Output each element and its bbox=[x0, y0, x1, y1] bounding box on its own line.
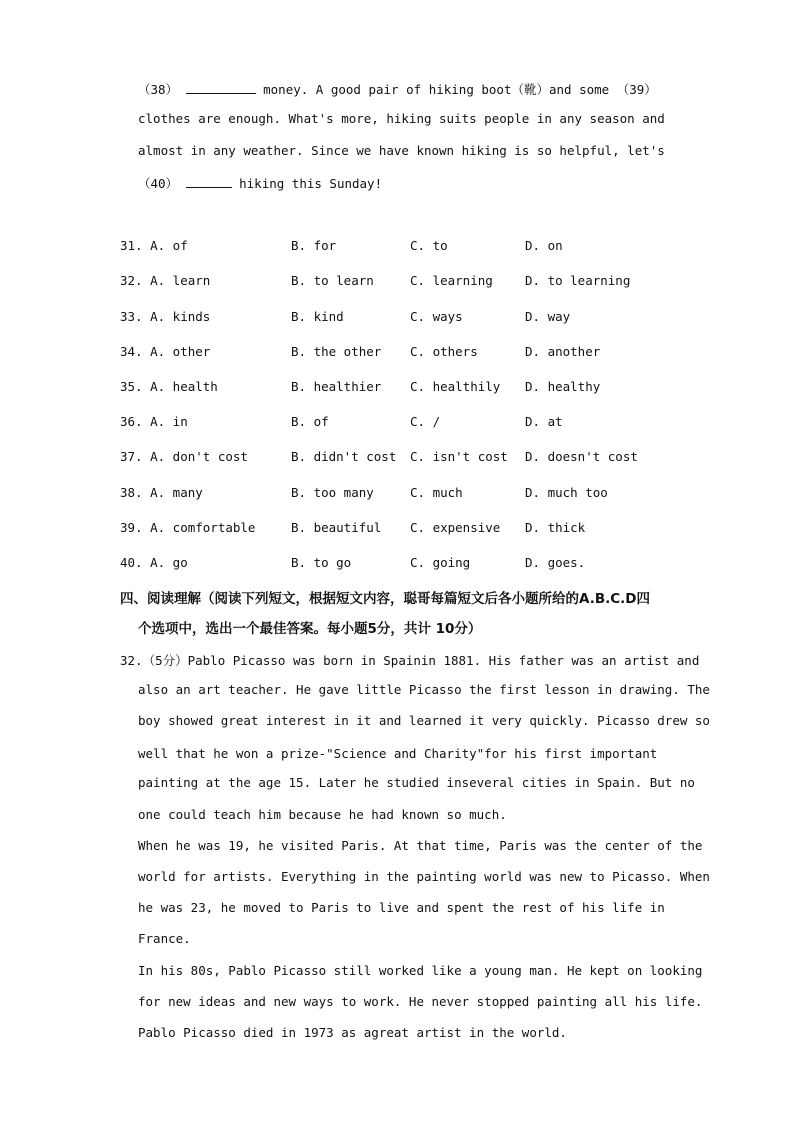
option-c: C. much bbox=[410, 485, 463, 500]
passage-line-2: also an art teacher. He gave little Picasso the first lesson in drawing. The bbox=[138, 682, 710, 697]
option-a: 37. A. don't cost bbox=[120, 449, 248, 464]
option-d: D. another bbox=[525, 344, 601, 359]
option-b: B. to learn bbox=[291, 273, 374, 288]
question-34-options bbox=[120, 344, 680, 364]
blank-number: （38） bbox=[138, 82, 179, 97]
passage-line-1: 32.（5分）Pablo Picasso was born in Spainin 1881. His father was an artist and bbox=[120, 653, 700, 668]
blank-number: （40） bbox=[138, 176, 179, 191]
question-39-options bbox=[120, 520, 680, 540]
option-c: C. to bbox=[410, 238, 448, 253]
option-d: D. on bbox=[525, 238, 563, 253]
passage-line-10: France. bbox=[138, 931, 191, 946]
question-33-options bbox=[120, 309, 680, 329]
passage-line-9: he was 23, he moved to Paris to live and spent the rest of his life in bbox=[138, 900, 665, 915]
question-31-options bbox=[120, 238, 680, 258]
passage-line-4: well that he won a prize-"Science and Charity"for his first important bbox=[138, 746, 658, 761]
option-a: 31. A. of bbox=[120, 238, 188, 253]
cloze-text: hiking this Sunday! bbox=[239, 176, 383, 191]
option-c: C. learning bbox=[410, 273, 493, 288]
option-b: B. healthier bbox=[291, 379, 382, 394]
option-c: C. / bbox=[410, 414, 441, 429]
passage-line-5: painting at the age 15. Later he studied inseveral cities in Spain. But no bbox=[138, 775, 695, 790]
cloze-line-2: clothes are enough. What's more, hiking suits people in any season and bbox=[138, 111, 665, 126]
cloze-line-3: almost in any weather. Since we have known hiking is so helpful, let's bbox=[138, 143, 665, 158]
question-37-options bbox=[120, 449, 680, 469]
option-d: D. goes. bbox=[525, 555, 586, 570]
option-d: D. to learning bbox=[525, 273, 631, 288]
cloze-text: money. A good pair of hiking boot（靴）and some （39） bbox=[263, 82, 657, 97]
section-heading-continued: 个选项中，选出一个最佳答案。每小题5分，共计 10分） bbox=[138, 621, 482, 637]
question-40-options bbox=[120, 555, 680, 575]
option-c: C. others bbox=[410, 344, 478, 359]
option-a: 39. A. comfortable bbox=[120, 520, 256, 535]
option-a: 38. A. many bbox=[120, 485, 203, 500]
option-b: B. the other bbox=[291, 344, 382, 359]
option-a: 33. A. kinds bbox=[120, 309, 211, 324]
cloze-line-4 bbox=[138, 174, 674, 192]
question-36-options bbox=[120, 414, 680, 434]
question-38-options bbox=[120, 485, 680, 505]
option-b: B. didn't cost bbox=[291, 449, 397, 464]
passage-line-12: for new ideas and new ways to work. He never stopped painting all his life. bbox=[138, 994, 703, 1009]
option-b: B. of bbox=[291, 414, 329, 429]
passage-line-3: boy showed great interest in it and learned it very quickly. Picasso drew so bbox=[138, 713, 710, 728]
option-b: B. to go bbox=[291, 555, 352, 570]
option-d: D. thick bbox=[525, 520, 586, 535]
option-d: D. at bbox=[525, 414, 563, 429]
option-c: C. going bbox=[410, 555, 471, 570]
passage-line-8: world for artists. Everything in the painting world was new to Picasso. When bbox=[138, 869, 710, 884]
option-c: C. expensive bbox=[410, 520, 501, 535]
answer-blank-40 bbox=[186, 175, 232, 188]
option-c: C. ways bbox=[410, 309, 463, 324]
section-heading: 四、阅读理解（阅读下列短文，根据短文内容，聪哥每篇短文后各小题所给的A.B.C.D四 bbox=[120, 591, 650, 607]
option-d: D. doesn't cost bbox=[525, 449, 638, 464]
answer-blank-38 bbox=[186, 81, 256, 94]
option-d: D. healthy bbox=[525, 379, 601, 394]
option-b: B. kind bbox=[291, 309, 344, 324]
passage-line-6: one could teach him because he had known so much. bbox=[138, 807, 507, 822]
option-a: 36. A. in bbox=[120, 414, 188, 429]
passage-line-13: Pablo Picasso died in 1973 as agreat artist in the world. bbox=[138, 1025, 567, 1040]
option-d: D. way bbox=[525, 309, 571, 324]
option-b: B. beautiful bbox=[291, 520, 382, 535]
option-c: C. isn't cost bbox=[410, 449, 508, 464]
option-a: 35. A. health bbox=[120, 379, 218, 394]
option-c: C. healthily bbox=[410, 379, 501, 394]
cloze-line-1 bbox=[138, 80, 674, 98]
option-d: D. much too bbox=[525, 485, 608, 500]
option-b: B. too many bbox=[291, 485, 374, 500]
option-a: 34. A. other bbox=[120, 344, 211, 359]
option-a: 32. A. learn bbox=[120, 273, 211, 288]
question-32-options bbox=[120, 273, 680, 293]
passage-line-11: In his 80s, Pablo Picasso still worked like a young man. He kept on looking bbox=[138, 963, 703, 978]
passage-line-7: When he was 19, he visited Paris. At that time, Paris was the center of the bbox=[138, 838, 703, 853]
question-35-options bbox=[120, 379, 680, 399]
option-b: B. for bbox=[291, 238, 337, 253]
option-a: 40. A. go bbox=[120, 555, 188, 570]
